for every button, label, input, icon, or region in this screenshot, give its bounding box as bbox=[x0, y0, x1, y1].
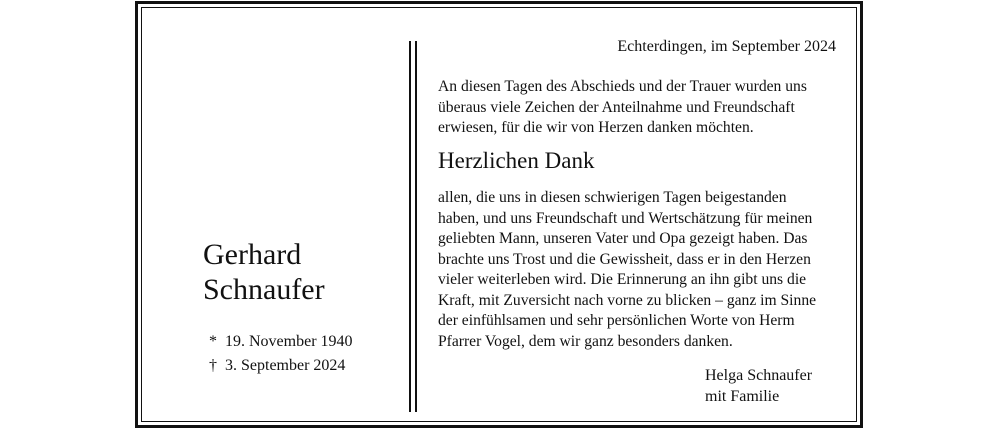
life-dates bbox=[209, 330, 353, 378]
birth-row bbox=[209, 330, 353, 354]
body-line: geliebten Mann, unseren Vater und Opa gezeigt haben. Das bbox=[438, 230, 808, 247]
divider-line-right bbox=[415, 41, 417, 412]
signature-name: Helga Schnaufer bbox=[705, 367, 813, 384]
deceased-name bbox=[203, 237, 325, 307]
divider-line-left bbox=[409, 41, 411, 412]
birth-date: 19. November 1940 bbox=[225, 333, 353, 350]
intro-line: erwiesen, für die wir von Herzen danken möchten. bbox=[438, 119, 754, 136]
place-date: Echterdingen, im September 2024 bbox=[617, 38, 836, 55]
intro-line: An diesen Tagen des Abschieds und der Trauer wurden uns bbox=[438, 78, 807, 95]
headline: Herzlichen Dank bbox=[438, 148, 595, 173]
body-paragraph bbox=[438, 188, 838, 352]
death-row bbox=[209, 354, 353, 378]
intro-line: überaus viele Zeichen der Anteilnahme und Freundschaft bbox=[438, 98, 795, 116]
body-line: Kraft, mit Zuversicht nach vorne zu blicken – ganz im Sinne bbox=[438, 291, 817, 309]
signature bbox=[705, 365, 812, 407]
death-date: 3. September 2024 bbox=[225, 357, 346, 374]
body-line: vieler weiterleben wird. Die Erinnerung an ihn gibt uns die bbox=[438, 271, 807, 288]
body-line: haben, und uns Freundschaft und Wertschätzung für meinen bbox=[438, 209, 813, 227]
body-line: allen, die uns in diesen schwierigen Tagen beigestanden bbox=[438, 189, 787, 206]
body-line: Pfarrer Vogel, dem wir ganz besonders danken. bbox=[438, 332, 733, 350]
intro-paragraph bbox=[438, 77, 838, 139]
deceased-first-name: Gerhard bbox=[203, 238, 302, 271]
body-line: brachte uns Trost und die Gewissheit, dass er in den Herzen bbox=[438, 250, 811, 268]
death-symbol: † bbox=[209, 357, 217, 374]
deceased-last-name: Schnaufer bbox=[203, 273, 325, 306]
signature-family: mit Familie bbox=[705, 388, 780, 405]
birth-symbol: * bbox=[209, 333, 217, 350]
body-line: der einfühlsamen und sehr persönlichen Worte von Herm bbox=[438, 312, 795, 329]
